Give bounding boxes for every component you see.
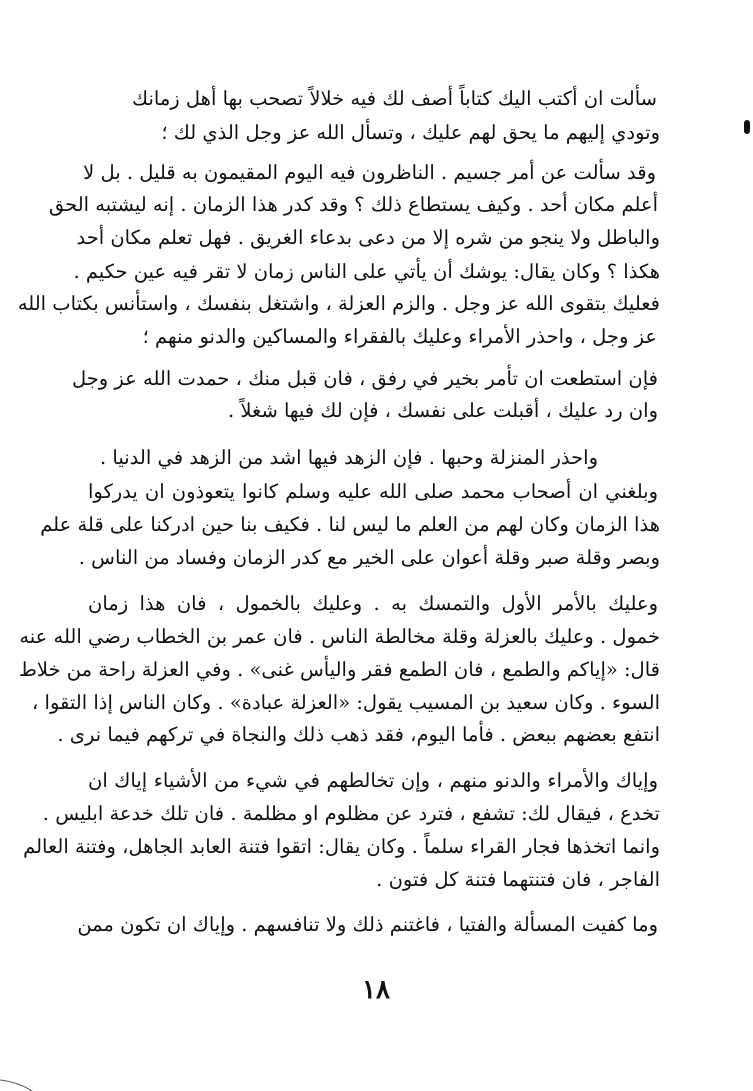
text-line: وبصر وقلة صبر وقلة أعوان على الخير مع كدر الزمان وفساد من الناس . bbox=[78, 546, 660, 569]
text-line: فإن استطعت ان تأمر بخير في رفق ، فان قبل منك ، حمدت الله عز وجل bbox=[71, 367, 658, 390]
text-line: السوء . وكان سعيد بن المسيب يقول: «العزلة عبادة» . وكان الناس إذا التقوا ، bbox=[32, 691, 660, 714]
text-line: وقد سألت عن أمر جسيم . الناظرون فيه اليوم المقيمون به قليل . بل لا bbox=[83, 161, 656, 184]
margin-mark bbox=[744, 120, 750, 134]
text-line: أعلم مكان أحد . وكيف يستطاع ذلك ؟ وقد كدر هذا الزمان . إنه ليشتبه الحق bbox=[48, 193, 658, 216]
text-line: وما كفيت المسألة والفتيا ، فاغتنم ذلك ولا تنافسهم . وإياك ان تكون ممن bbox=[77, 913, 658, 936]
text-line: سألت ان أكتب اليك كتاباً أصف لك فيه خلالاً تصحب بها أهل زمانك bbox=[132, 87, 657, 110]
text-line: هذا الزمان وكان لهم من العلم ما ليس لنا . فكيف بنا حين ادركنا على قلة علم bbox=[40, 513, 660, 536]
text-line: عز وجل ، واحذر الأمراء وعليك بالفقراء والمساكين والدنو منهم ؛ bbox=[142, 325, 657, 348]
text-line: الفاجر ، فان فتنتهما فتنة كل فتون . bbox=[376, 868, 660, 891]
text-line: انتفع بعضهم ببعض . فأما اليوم، فقد ذهب ذلك والنجاة في تركهم فيما نرى . bbox=[57, 723, 660, 746]
text-line: وان رد عليك ، أقبلت على نفسك ، فإن لك فيها شغلاً . bbox=[228, 399, 658, 422]
text-line: واحذر المنزلة وحبها . فإن الزهد فيها اشد من الزهد في الدنيا . bbox=[100, 446, 598, 469]
text-line: وإياك والأمراء والدنو منهم ، وإن تخالطهم في شيء من الأشياء إياك ان bbox=[88, 769, 658, 792]
text-line: والباطل ولا ينجو من شره إلا من دعى بدعاء الغريق . فهل تعلم مكان أحد bbox=[76, 226, 660, 249]
text-line: وتودي إليهم ما يحق لهم عليك ، وتسأل الله عز وجل الذي لك ؛ bbox=[161, 121, 660, 144]
text-line: خمول . وعليك بالعزلة وقلة مخالطة الناس . فان عمر بن الخطاب رضي الله عنه bbox=[19, 625, 660, 648]
scan-corner-mark bbox=[0, 1060, 40, 1091]
text-line: وبلغني ان أصحاب محمد صلى الله عليه وسلم كانوا يتعوذون ان يدركوا bbox=[88, 480, 658, 503]
text-line: تخدع ، فيقال لك: تشفع ، فترد عن مظلوم او مظلمة . فان تلك خدعة ابليس . bbox=[42, 802, 660, 825]
text-line: وانما اتخذها فجار القراء سلماً . وكان يقال: اتقوا فتنة العابد الجاهل، وفتنة العالم bbox=[23, 835, 660, 858]
text-line: فعليك بتقوى الله عز وجل . والزم العزلة ، واشتغل بنفسك ، واستأنس بكتاب الله bbox=[17, 292, 660, 315]
page-number: ١٨ bbox=[362, 975, 390, 1005]
text-line: هكذا ؟ وكان يقال: يوشك أن يأتي على الناس زمان لا تقر فيه عين حكيم . bbox=[73, 260, 660, 283]
text-line: وعليك بالأمر الأول والتمسك به . وعليك بالخمول ، فان هذا زمان bbox=[88, 592, 658, 615]
text-line: قال: «إياكم والطمع ، فان الطمع فقر واليأس غنى» . وفي العزلة راحة من خلاط bbox=[18, 658, 660, 681]
